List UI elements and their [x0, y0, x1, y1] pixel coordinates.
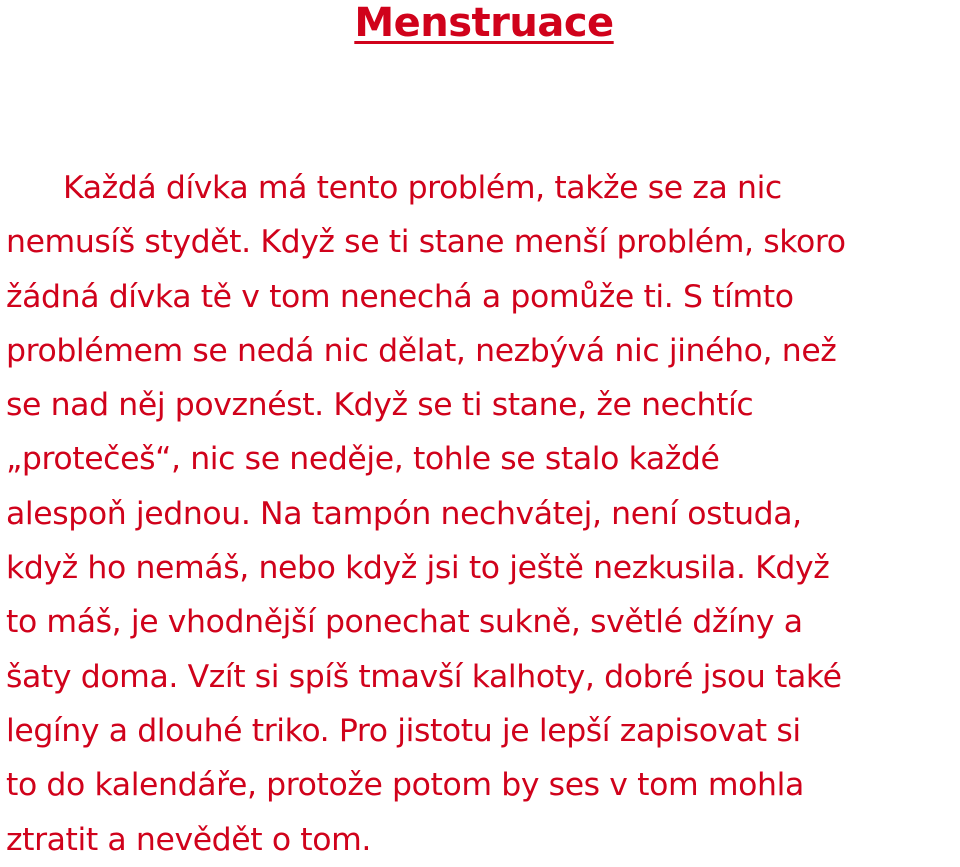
paragraph-line-6: „protečeš“, nic se neděje, tohle se stalo každé: [6, 441, 720, 478]
body-paragraph: [6, 161, 960, 867]
paragraph-line-5: se nad něj povznést. Když se ti stane, že nechtíc: [6, 387, 754, 424]
paragraph-line-13: ztratit a nevědět o tom.: [6, 821, 372, 858]
paragraph-line-11: legíny a dlouhé triko. Pro jistotu je lepší zapisovat si: [6, 712, 801, 749]
paragraph-line-1: Každá dívka má tento problém, takže se za nic: [63, 170, 782, 206]
page-title-text: Menstruace: [354, 0, 614, 46]
paragraph-line-9: to máš, je vhodnější ponechat sukně, světlé džíny a: [6, 604, 803, 641]
paragraph-line-7: alespoň jednou. Na tampón nechvátej, není ostuda,: [6, 495, 802, 532]
paragraph-line-12: to do kalendáře, protože potom by ses v tom mohla: [6, 767, 804, 804]
page-title: [0, 0, 960, 46]
paragraph-line-4: problémem se nedá nic dělat, nezbývá nic jiného, než: [6, 332, 837, 369]
paragraph-line-10: šaty doma. Vzít si spíš tmavší kalhoty, dobré jsou také: [6, 658, 842, 695]
paragraph-line-8: když ho nemáš, nebo když jsi to ještě nezkusila. Když: [6, 550, 830, 587]
paragraph-line-3: žádná dívka tě v tom nenechá a pomůže ti. S tímto: [6, 278, 794, 315]
paragraph-line-2: nemusíš stydět. Když se ti stane menší problém, skoro: [6, 224, 846, 261]
